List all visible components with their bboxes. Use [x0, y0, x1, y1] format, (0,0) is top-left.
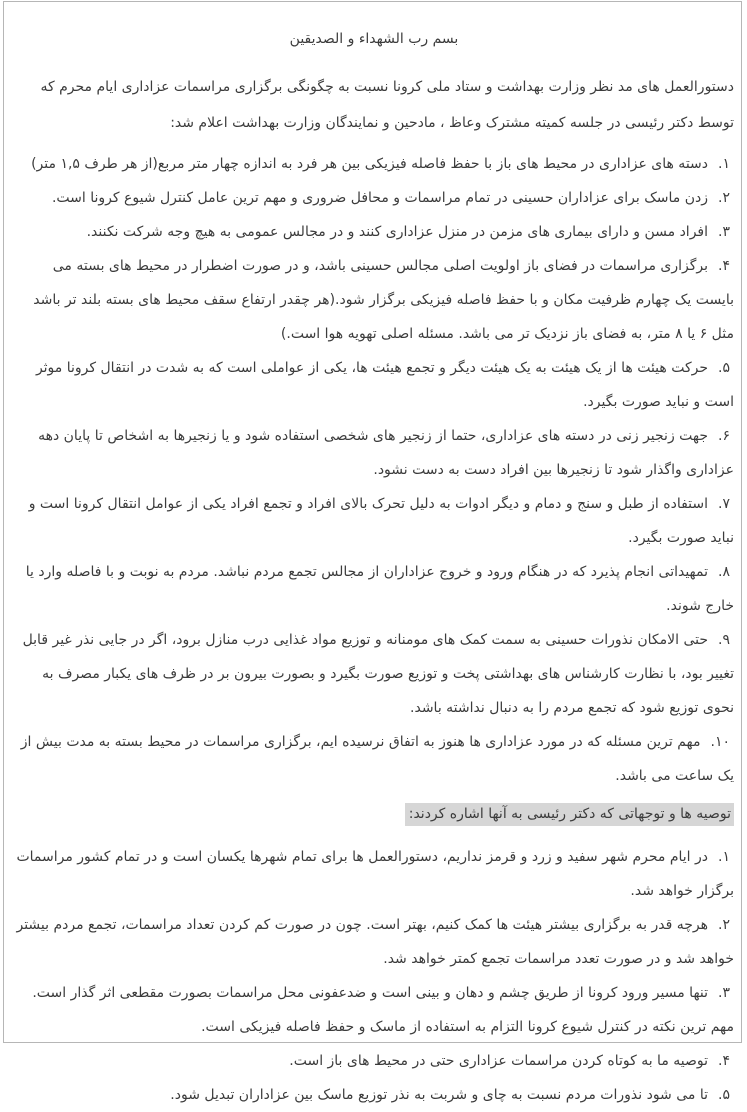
list-item-number: ۶. — [718, 428, 730, 444]
list-item-text: هرچه قدر به برگزاری بیشتر هیئت ها کمک کنیم، بهتر است. چون در صورت کم کردن تعداد مراسمات، تجمع مردم بیشتر خواهد شد و در صورت تعدد مراسمات تجمع کمتر خواهد شد. — [16, 917, 734, 967]
list-item-number: ۵. — [718, 1087, 730, 1103]
list-item-number: ۵. — [718, 360, 730, 376]
list-item — [14, 487, 734, 555]
recommendations-list — [14, 840, 734, 1112]
list-item-text: در ایام محرم شهر سفید و زرد و قرمز نداریم، دستورالعمل ها برای تمام شهرها یکسان است و در تمام کشور مراسمات برگزار خواهد شد. — [16, 849, 734, 899]
list-item-number: ۴. — [718, 258, 730, 274]
list-item-text: مهم ترین مسئله که در مورد عزاداری ها هنوز به اتفاق نرسیده ایم، برگزاری مراسمات در محیط بسته به مدت بیش از یک ساعت می باشد. — [20, 734, 734, 784]
list-item — [14, 181, 734, 215]
list-item — [14, 215, 734, 249]
list-item-number: ۱۰. — [710, 734, 730, 750]
list-item — [14, 976, 734, 1044]
list-item — [14, 623, 734, 725]
list-item-number: ۲. — [718, 190, 730, 206]
list-item — [14, 351, 734, 419]
basmala-title: بسم رب الشهداء و الصدیقین — [289, 31, 459, 47]
list-item — [14, 555, 734, 623]
list-item-text: برگزاری مراسمات در فضای باز اولویت اصلی مجالس حسینی باشد، و در صورت اضطرار در محیط های بسته می بایست یک چهارم ظرفیت مکان و با حفظ فاصله فیزیکی برگزار شود.(هر چقدر ارتفاع سقف محیط های بسته بلند تر باشد مثل ۶ یا ۸ متر، به فضای باز نزدیک تر می باشد. مسئله اصلی تهویه هوا است.) — [33, 258, 734, 342]
list-item-text: تنها مسیر ورود کرونا از طریق چشم و دهان و بینی است و ضدعفونی محل مراسمات بصورت مقطعی اثر گذار است. مهم ترین نکته در کنترل شیوع کرونا التزام به استفاده از ماسک و حفظ فاصله فیزیکی است. — [32, 985, 734, 1035]
list-item-text: تمهیداتی انجام پذیرد که در هنگام ورود و خروج عزاداران از مجالس تجمع مردم نباشد. مردم به نوبت و با فاصله وارد یا خارج شوند. — [25, 564, 734, 614]
guidelines-list — [14, 147, 734, 793]
list-item-number: ۳. — [718, 985, 730, 1001]
list-item-text: استفاده از طبل و سنج و دمام و دیگر ادوات به دلیل تحرک بالای افراد و تجمع افراد یکی از عوامل انتقال کرونا است و نباید صورت بگیرد. — [28, 496, 734, 546]
list-item — [14, 908, 734, 976]
list-item — [14, 1078, 734, 1112]
list-item — [14, 1044, 734, 1078]
intro-paragraph: دستورالعمل های مد نظر وزارت بهداشت و ستاد ملی کرونا نسبت به چگونگی برگزاری مراسمات عزاداری ایام محرم که توسط دکتر رئیسی در جلسه کمیته مشترک وعاظ ، مادحین و نمایندگان وزارت بهداشت اعلام شد: — [40, 79, 734, 131]
list-item-number: ۱. — [718, 849, 730, 865]
list-item-text: توصیه ما به کوتاه کردن مراسمات عزاداری حتی در محیط های باز است. — [289, 1053, 709, 1069]
list-item — [14, 147, 734, 181]
list-item-text: تا می شود نذورات مردم نسبت به چای و شربت به نذر توزیع ماسک بین عزاداران تبدیل شود. — [170, 1087, 709, 1103]
list-item-text: حتی الامکان نذورات حسینی به سمت کمک های مومنانه و توزیع مواد غذایی درب منازل برود، اگر در جایی نذر غیر قابل تغییر بود، با نظارت کارشناس های بهداشتی پخت و توزیع صورت بگیرد و بصورت بیرون بر در ظرف های یکبار مصرف به نحوی توزیع شود که تجمع مردم را به دنبال نداشته باشد. — [22, 632, 734, 716]
list-item — [14, 249, 734, 351]
list-item — [14, 725, 734, 793]
list-item-text: جهت زنجیر زنی در دسته های عزاداری، حتما از زنجیر های شخصی استفاده شود و یا زنجیرها به اشخاص تا پایان دهه عزاداری واگذار شود تا زنجیرها بین افراد دست به دست نشود. — [38, 428, 734, 478]
list-item-number: ۸. — [718, 564, 730, 580]
document-page — [3, 1, 742, 1103]
list-item-text: دسته های عزاداری در محیط های باز با حفظ فاصله فیزیکی بین هر فرد به اندازه چهار متر مربع(از هر طرف ۱,۵ متر) — [31, 156, 709, 172]
list-item-text: افراد مسن و دارای بیماری های مزمن در منزل عزاداری کنند و در مجالس عمومی به هیچ وجه شرکت نکنند. — [86, 224, 709, 240]
list-item-number: ۹. — [718, 632, 730, 648]
list-item — [14, 840, 734, 908]
list-item-number: ۲. — [718, 917, 730, 933]
list-item-text: زدن ماسک برای عزاداران حسینی در تمام مراسمات و محافل ضروری و مهم ترین عامل کنترل شیوع کرونا است. — [51, 190, 709, 206]
list-item-number: ۳. — [718, 224, 730, 240]
list-item — [14, 419, 734, 487]
list-item-number: ۴. — [718, 1053, 730, 1069]
list-item-number: ۷. — [718, 496, 730, 512]
list-item-number: ۱. — [718, 156, 730, 172]
list-item-text: حرکت هیئت ها از یک هیئت به یک هیئت دیگر و تجمع هیئت ها، یکی از عواملی است که به شدت در انتقال کرونا موثر است و نباید صورت بگیرد. — [35, 360, 734, 410]
recommendations-heading — [14, 797, 734, 831]
highlighted-heading-text: توصیه ها و توجهاتی که دکتر رئیسی به آنها اشاره کردند: — [405, 803, 734, 826]
